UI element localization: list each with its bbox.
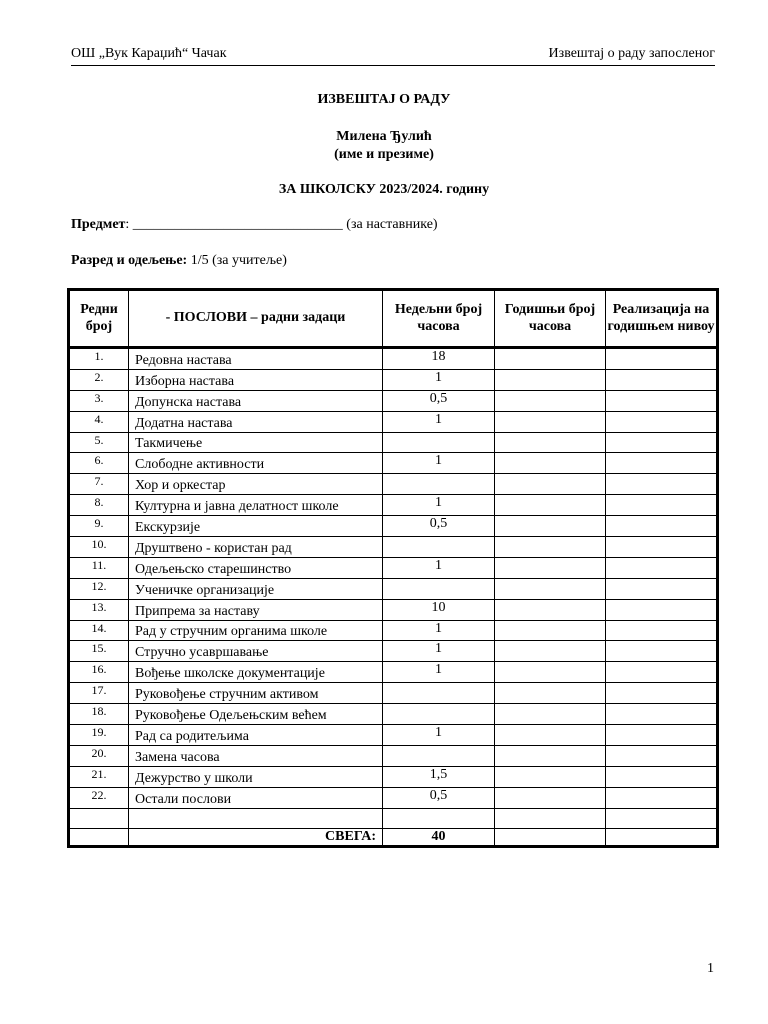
row-task: Одељењско старешинство bbox=[129, 557, 383, 578]
school-year: ЗА ШКОЛСКУ 2023/2024. годину bbox=[278, 182, 490, 197]
school-name: ОШ „Вук Караџић“ Чачак bbox=[71, 46, 227, 61]
row-task: Руковођење стручним активом bbox=[129, 683, 383, 704]
table-row bbox=[69, 641, 718, 662]
row-weekly-hours: 1,5 bbox=[383, 766, 495, 787]
row-number: 12. bbox=[69, 578, 129, 599]
table-row bbox=[69, 474, 718, 495]
header-weekly: Недељни број часова bbox=[383, 290, 495, 348]
table-row bbox=[69, 411, 718, 432]
page-number: 1 bbox=[707, 961, 714, 976]
row-weekly-hours bbox=[383, 704, 495, 725]
row-yearly-hours bbox=[495, 578, 606, 599]
row-weekly-hours: 1 bbox=[383, 495, 495, 516]
table-row bbox=[69, 537, 718, 558]
row-realization bbox=[606, 704, 718, 725]
work-report-table bbox=[67, 288, 719, 848]
row-realization bbox=[606, 495, 718, 516]
row-yearly-hours bbox=[495, 369, 606, 390]
row-realization bbox=[606, 348, 718, 370]
table-row bbox=[69, 453, 718, 474]
grade-line bbox=[71, 253, 287, 269]
row-number: 14. bbox=[69, 620, 129, 641]
row-number: 18. bbox=[69, 704, 129, 725]
row-task: Руковођење Одељењским већем bbox=[129, 704, 383, 725]
row-realization bbox=[606, 411, 718, 432]
row-yearly-hours bbox=[495, 557, 606, 578]
table-row bbox=[69, 766, 718, 787]
row-realization bbox=[606, 390, 718, 411]
table-row bbox=[69, 495, 718, 516]
row-number: 17. bbox=[69, 683, 129, 704]
row-realization bbox=[606, 683, 718, 704]
table-row bbox=[69, 578, 718, 599]
total-row bbox=[69, 829, 718, 847]
employee-name-caption: (име и презиме) bbox=[334, 147, 434, 162]
grade-value: 1/5 (за учитеље) bbox=[187, 253, 287, 268]
row-weekly-hours: 0,5 bbox=[383, 390, 495, 411]
row-realization bbox=[606, 641, 718, 662]
row-task: Замена часова bbox=[129, 745, 383, 766]
row-yearly-hours bbox=[495, 537, 606, 558]
table-row bbox=[69, 516, 718, 537]
row-number: 13. bbox=[69, 599, 129, 620]
row-weekly-hours: 1 bbox=[383, 662, 495, 683]
row-number: 11. bbox=[69, 557, 129, 578]
row-yearly-hours bbox=[495, 808, 606, 829]
row-task: Такмичење bbox=[129, 432, 383, 453]
row-realization bbox=[606, 516, 718, 537]
row-yearly-hours bbox=[495, 620, 606, 641]
row-yearly-hours bbox=[495, 766, 606, 787]
document-title: ИЗВЕШТАЈ О РАДУ bbox=[317, 92, 451, 107]
row-number: 8. bbox=[69, 495, 129, 516]
row-weekly-hours: 1 bbox=[383, 620, 495, 641]
row-task: Хор и оркестар bbox=[129, 474, 383, 495]
row-task bbox=[129, 808, 383, 829]
table-header-row bbox=[69, 290, 718, 348]
row-yearly-hours bbox=[495, 683, 606, 704]
row-yearly-hours bbox=[495, 704, 606, 725]
row-number: 9. bbox=[69, 516, 129, 537]
table-row bbox=[69, 662, 718, 683]
row-weekly-hours bbox=[383, 745, 495, 766]
row-number: 21. bbox=[69, 766, 129, 787]
table-row bbox=[69, 599, 718, 620]
row-number: 15. bbox=[69, 641, 129, 662]
row-weekly-hours: 0,5 bbox=[383, 516, 495, 537]
row-task: Ученичке организације bbox=[129, 578, 383, 599]
row-number: 4. bbox=[69, 411, 129, 432]
row-yearly-hours bbox=[495, 516, 606, 537]
row-realization bbox=[606, 620, 718, 641]
row-number: 22. bbox=[69, 787, 129, 808]
table-row bbox=[69, 369, 718, 390]
row-realization bbox=[606, 787, 718, 808]
row-realization bbox=[606, 557, 718, 578]
header-realization: Реализација на годишњем нивоу bbox=[606, 290, 718, 348]
row-number bbox=[69, 808, 129, 829]
row-yearly-hours bbox=[495, 599, 606, 620]
row-weekly-hours: 1 bbox=[383, 453, 495, 474]
row-task: Припрема за наставу bbox=[129, 599, 383, 620]
row-number: 7. bbox=[69, 474, 129, 495]
row-weekly-hours: 1 bbox=[383, 641, 495, 662]
row-task: Редовна настава bbox=[129, 348, 383, 370]
row-task: Дежурство у школи bbox=[129, 766, 383, 787]
row-number: 19. bbox=[69, 725, 129, 746]
row-task: Културна и јавна делатност школе bbox=[129, 495, 383, 516]
row-number: 5. bbox=[69, 432, 129, 453]
row-realization bbox=[606, 808, 718, 829]
row-task: Допунска настава bbox=[129, 390, 383, 411]
row-realization bbox=[606, 745, 718, 766]
row-number: 20. bbox=[69, 745, 129, 766]
table-row bbox=[69, 432, 718, 453]
row-yearly-hours bbox=[495, 725, 606, 746]
row-weekly-hours: 1 bbox=[383, 725, 495, 746]
row-weekly-hours: 1 bbox=[383, 557, 495, 578]
row-number: 1. bbox=[69, 348, 129, 370]
row-weekly-hours bbox=[383, 578, 495, 599]
row-task: Рад са родитељима bbox=[129, 725, 383, 746]
row-realization bbox=[606, 578, 718, 599]
document-type: Извештај о раду запосленог bbox=[548, 46, 715, 61]
subject-line bbox=[71, 217, 438, 233]
table-row bbox=[69, 787, 718, 808]
row-realization bbox=[606, 766, 718, 787]
table-row bbox=[69, 683, 718, 704]
header-task: - ПОСЛОВИ – радни задаци bbox=[129, 290, 383, 348]
table-row bbox=[69, 725, 718, 746]
row-weekly-hours: 1 bbox=[383, 411, 495, 432]
table-row bbox=[69, 620, 718, 641]
row-task: Стручно усавршавање bbox=[129, 641, 383, 662]
row-yearly-hours bbox=[495, 745, 606, 766]
row-yearly-hours bbox=[495, 474, 606, 495]
row-realization bbox=[606, 725, 718, 746]
employee-name: Милена Ђулић bbox=[336, 129, 432, 144]
row-weekly-hours: 18 bbox=[383, 348, 495, 370]
row-realization bbox=[606, 599, 718, 620]
row-task: Изборна настава bbox=[129, 369, 383, 390]
row-weekly-hours: 1 bbox=[383, 369, 495, 390]
row-yearly-hours bbox=[495, 787, 606, 808]
table-row bbox=[69, 808, 718, 829]
row-realization bbox=[606, 453, 718, 474]
row-yearly-hours bbox=[495, 641, 606, 662]
header-yearly: Годишњи број часова bbox=[495, 290, 606, 348]
subject-label: Предмет bbox=[71, 217, 126, 232]
table-row bbox=[69, 704, 718, 725]
row-realization bbox=[606, 537, 718, 558]
row-task: Додатна настава bbox=[129, 411, 383, 432]
row-realization bbox=[606, 662, 718, 683]
row-yearly-hours bbox=[495, 662, 606, 683]
row-weekly-hours bbox=[383, 683, 495, 704]
row-realization bbox=[606, 474, 718, 495]
subject-value: : ______________________________ (за наставнике) bbox=[125, 217, 438, 232]
row-yearly-hours bbox=[495, 432, 606, 453]
row-weekly-hours: 10 bbox=[383, 599, 495, 620]
row-task: Рад у стручним органима школе bbox=[129, 620, 383, 641]
row-yearly-hours bbox=[495, 495, 606, 516]
row-yearly-hours bbox=[495, 348, 606, 370]
table-body bbox=[69, 348, 718, 829]
row-number: 16. bbox=[69, 662, 129, 683]
row-weekly-hours bbox=[383, 474, 495, 495]
row-task: Вођење школске документације bbox=[129, 662, 383, 683]
row-weekly-hours bbox=[383, 808, 495, 829]
table-row bbox=[69, 348, 718, 370]
header-num: Редни број bbox=[69, 290, 129, 348]
row-realization bbox=[606, 432, 718, 453]
page-header bbox=[71, 46, 715, 66]
row-realization bbox=[606, 369, 718, 390]
row-number: 2. bbox=[69, 369, 129, 390]
row-task: Друштвено - користан рад bbox=[129, 537, 383, 558]
row-task: Екскурзије bbox=[129, 516, 383, 537]
row-yearly-hours bbox=[495, 453, 606, 474]
table-row bbox=[69, 557, 718, 578]
total-weekly: 40 bbox=[383, 829, 495, 847]
table-row bbox=[69, 390, 718, 411]
grade-label: Разред и одељење: bbox=[71, 253, 188, 268]
row-task: Слободне активности bbox=[129, 453, 383, 474]
row-yearly-hours bbox=[495, 411, 606, 432]
row-weekly-hours: 0,5 bbox=[383, 787, 495, 808]
total-label: СВЕГА: bbox=[129, 829, 383, 847]
row-number: 6. bbox=[69, 453, 129, 474]
table-row bbox=[69, 745, 718, 766]
row-weekly-hours bbox=[383, 432, 495, 453]
row-number: 3. bbox=[69, 390, 129, 411]
row-number: 10. bbox=[69, 537, 129, 558]
row-task: Остали послови bbox=[129, 787, 383, 808]
row-yearly-hours bbox=[495, 390, 606, 411]
row-weekly-hours bbox=[383, 537, 495, 558]
